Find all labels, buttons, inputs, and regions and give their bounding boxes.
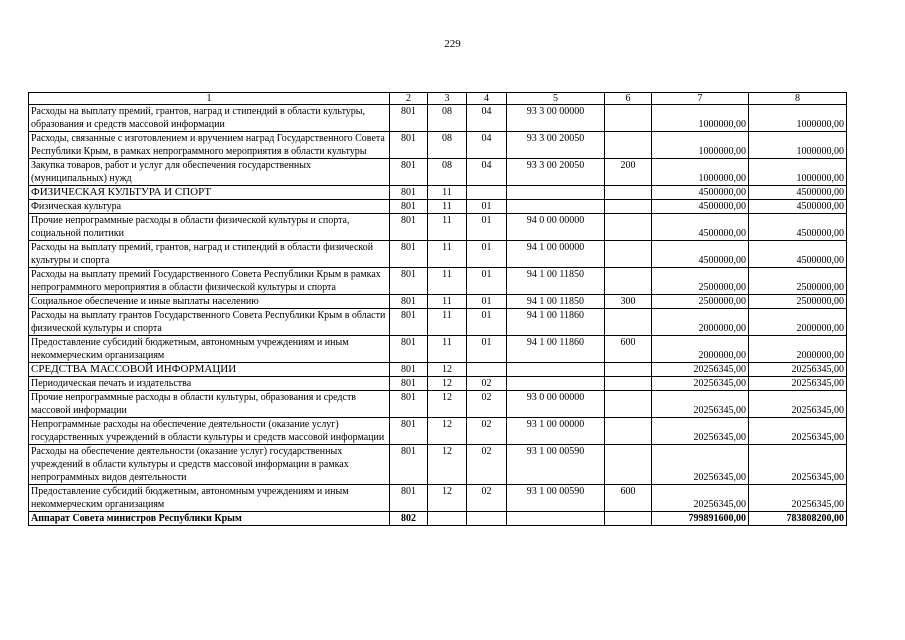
section-code-cell: 11 xyxy=(428,268,467,295)
subsection-code-cell xyxy=(467,512,507,526)
expense-type-cell xyxy=(605,186,652,200)
target-article-cell: 94 1 00 00000 xyxy=(507,241,605,268)
header-cell: 3 xyxy=(428,93,467,105)
amount-year1-cell: 1000000,00 xyxy=(652,159,749,186)
row-name-cell: Предоставление субсидий бюджетным, автономным учреждениям и иным некоммерческим организациям xyxy=(29,485,390,512)
section-code-cell: 12 xyxy=(428,485,467,512)
subsection-code-cell: 01 xyxy=(467,214,507,241)
amount-year1-cell: 20256345,00 xyxy=(652,363,749,377)
table-row xyxy=(29,214,847,241)
amount-year2-cell: 2000000,00 xyxy=(749,309,847,336)
page-number: 229 xyxy=(444,38,461,50)
expense-type-cell xyxy=(605,512,652,526)
target-article-cell: 94 1 00 11860 xyxy=(507,309,605,336)
amount-year1-cell: 1000000,00 xyxy=(652,132,749,159)
row-name-cell: Расходы на обеспечение деятельности (оказание услуг) государственных учреждений в области культуры и средств массовой информации в рамках непрограммных видов деятельности xyxy=(29,445,390,485)
header-cell: 1 xyxy=(29,93,390,105)
amount-year2-cell: 20256345,00 xyxy=(749,363,847,377)
table-row xyxy=(29,241,847,268)
expense-type-cell xyxy=(605,418,652,445)
subsection-code-cell: 04 xyxy=(467,132,507,159)
amount-year2-cell: 1000000,00 xyxy=(749,105,847,132)
admin-code-cell: 801 xyxy=(390,132,428,159)
row-name-cell: Аппарат Совета министров Республики Крым xyxy=(29,512,390,526)
amount-year1-cell: 799891600,00 xyxy=(652,512,749,526)
target-article-cell: 93 3 00 00000 xyxy=(507,105,605,132)
amount-year1-cell: 4500000,00 xyxy=(652,186,749,200)
section-code-cell: 08 xyxy=(428,159,467,186)
amount-year2-cell: 1000000,00 xyxy=(749,132,847,159)
target-article-cell xyxy=(507,512,605,526)
amount-year2-cell: 783808200,00 xyxy=(749,512,847,526)
row-name-cell: СРЕДСТВА МАССОВОЙ ИНФОРМАЦИИ xyxy=(29,363,390,377)
amount-year2-cell: 4500000,00 xyxy=(749,214,847,241)
row-name-cell: ФИЗИЧЕСКАЯ КУЛЬТУРА И СПОРТ xyxy=(29,186,390,200)
table-row xyxy=(29,445,847,485)
target-article-cell: 94 1 00 11850 xyxy=(507,268,605,295)
expense-type-cell: 600 xyxy=(605,485,652,512)
amount-year2-cell: 4500000,00 xyxy=(749,186,847,200)
target-article-cell: 94 1 00 11850 xyxy=(507,295,605,309)
expense-type-cell xyxy=(605,105,652,132)
amount-year1-cell: 4500000,00 xyxy=(652,214,749,241)
expense-type-cell xyxy=(605,268,652,295)
amount-year2-cell: 4500000,00 xyxy=(749,200,847,214)
target-article-cell xyxy=(507,200,605,214)
amount-year2-cell: 20256345,00 xyxy=(749,377,847,391)
row-name-cell: Расходы на выплату премий Государственного Совета Республики Крым в рамках непрограммного мероприятия в области физической культуры и спорта xyxy=(29,268,390,295)
target-article-cell: 93 0 00 00000 xyxy=(507,391,605,418)
table-row xyxy=(29,159,847,186)
target-article-cell xyxy=(507,363,605,377)
expense-type-cell xyxy=(605,200,652,214)
expense-type-cell: 300 xyxy=(605,295,652,309)
expense-type-cell xyxy=(605,377,652,391)
target-article-cell: 94 0 00 00000 xyxy=(507,214,605,241)
table-row xyxy=(29,295,847,309)
section-code-cell: 11 xyxy=(428,295,467,309)
admin-code-cell: 801 xyxy=(390,418,428,445)
header-cell: 5 xyxy=(507,93,605,105)
header-row xyxy=(29,93,847,105)
row-name-cell: Расходы на выплату премий, грантов, наград и стипендий в области культуры, образования и средств массовой информации xyxy=(29,105,390,132)
subsection-code-cell: 02 xyxy=(467,445,507,485)
subsection-code-cell: 04 xyxy=(467,105,507,132)
target-article-cell: 93 3 00 20050 xyxy=(507,132,605,159)
subsection-code-cell: 02 xyxy=(467,391,507,418)
row-name-cell: Физическая культура xyxy=(29,200,390,214)
row-name-cell: Расходы на выплату премий, грантов, наград и стипендий в области физической культуры и спорта xyxy=(29,241,390,268)
table-row xyxy=(29,485,847,512)
section-code-cell: 08 xyxy=(428,132,467,159)
target-article-cell: 93 1 00 00590 xyxy=(507,445,605,485)
target-article-cell xyxy=(507,186,605,200)
header-cell: 8 xyxy=(749,93,847,105)
amount-year1-cell: 20256345,00 xyxy=(652,485,749,512)
table-row xyxy=(29,309,847,336)
table-row xyxy=(29,512,847,526)
table-row xyxy=(29,377,847,391)
table-row xyxy=(29,336,847,363)
amount-year2-cell: 20256345,00 xyxy=(749,391,847,418)
admin-code-cell: 801 xyxy=(390,377,428,391)
table-row xyxy=(29,391,847,418)
table-row xyxy=(29,105,847,132)
admin-code-cell: 801 xyxy=(390,445,428,485)
amount-year1-cell: 20256345,00 xyxy=(652,377,749,391)
row-name-cell: Периодическая печать и издательства xyxy=(29,377,390,391)
amount-year1-cell: 4500000,00 xyxy=(652,200,749,214)
expense-type-cell xyxy=(605,241,652,268)
amount-year2-cell: 1000000,00 xyxy=(749,159,847,186)
target-article-cell: 94 1 00 11860 xyxy=(507,336,605,363)
expense-type-cell xyxy=(605,132,652,159)
amount-year1-cell: 20256345,00 xyxy=(652,418,749,445)
expense-type-cell xyxy=(605,391,652,418)
budget-table xyxy=(28,92,847,526)
section-code-cell: 11 xyxy=(428,309,467,336)
amount-year1-cell: 2000000,00 xyxy=(652,336,749,363)
table-row xyxy=(29,132,847,159)
table-row xyxy=(29,363,847,377)
target-article-cell: 93 1 00 00590 xyxy=(507,485,605,512)
expense-type-cell: 200 xyxy=(605,159,652,186)
table-row xyxy=(29,200,847,214)
amount-year1-cell: 2500000,00 xyxy=(652,268,749,295)
section-code-cell: 12 xyxy=(428,418,467,445)
subsection-code-cell: 02 xyxy=(467,418,507,445)
amount-year1-cell: 4500000,00 xyxy=(652,241,749,268)
amount-year1-cell: 2000000,00 xyxy=(652,309,749,336)
admin-code-cell: 801 xyxy=(390,336,428,363)
expense-type-cell xyxy=(605,445,652,485)
admin-code-cell: 801 xyxy=(390,485,428,512)
expense-type-cell xyxy=(605,309,652,336)
expense-type-cell: 600 xyxy=(605,336,652,363)
amount-year2-cell: 4500000,00 xyxy=(749,241,847,268)
section-code-cell: 12 xyxy=(428,377,467,391)
subsection-code-cell: 02 xyxy=(467,377,507,391)
section-code-cell: 11 xyxy=(428,241,467,268)
admin-code-cell: 802 xyxy=(390,512,428,526)
expense-type-cell xyxy=(605,363,652,377)
admin-code-cell: 801 xyxy=(390,363,428,377)
admin-code-cell: 801 xyxy=(390,391,428,418)
admin-code-cell: 801 xyxy=(390,159,428,186)
admin-code-cell: 801 xyxy=(390,241,428,268)
row-name-cell: Предоставление субсидий бюджетным, автономным учреждениям и иным некоммерческим организациям xyxy=(29,336,390,363)
admin-code-cell: 801 xyxy=(390,268,428,295)
section-code-cell: 11 xyxy=(428,186,467,200)
amount-year2-cell: 20256345,00 xyxy=(749,418,847,445)
subsection-code-cell xyxy=(467,363,507,377)
admin-code-cell: 801 xyxy=(390,295,428,309)
row-name-cell: Расходы на выплату грантов Государственного Совета Республики Крым в области физической культуры и спорта xyxy=(29,309,390,336)
subsection-code-cell: 04 xyxy=(467,159,507,186)
row-name-cell: Прочие непрограммные расходы в области культуры, образования и средств массовой информации xyxy=(29,391,390,418)
row-name-cell: Прочие непрограммные расходы в области физической культуры и спорта, социальной политики xyxy=(29,214,390,241)
amount-year2-cell: 2000000,00 xyxy=(749,336,847,363)
section-code-cell: 11 xyxy=(428,214,467,241)
row-name-cell: Непрограммные расходы на обеспечение деятельности (оказание услуг) государственных учреждений в области культуры и средств массовой информации xyxy=(29,418,390,445)
header-cell: 2 xyxy=(390,93,428,105)
amount-year1-cell: 20256345,00 xyxy=(652,391,749,418)
subsection-code-cell: 01 xyxy=(467,309,507,336)
amount-year1-cell: 20256345,00 xyxy=(652,445,749,485)
section-code-cell: 11 xyxy=(428,336,467,363)
row-name-cell: Закупка товаров, работ и услуг для обеспечения государственных (муниципальных) нужд xyxy=(29,159,390,186)
row-name-cell: Социальное обеспечение и иные выплаты населению xyxy=(29,295,390,309)
subsection-code-cell: 01 xyxy=(467,200,507,214)
section-code-cell: 08 xyxy=(428,105,467,132)
subsection-code-cell xyxy=(467,186,507,200)
header-cell: 4 xyxy=(467,93,507,105)
header-cell: 7 xyxy=(652,93,749,105)
amount-year2-cell: 2500000,00 xyxy=(749,295,847,309)
row-name-cell: Расходы, связанные с изготовлением и вручением наград Государственного Совета Республики Крым, в рамках непрограммного мероприятия в области культуры xyxy=(29,132,390,159)
target-article-cell: 93 3 00 20050 xyxy=(507,159,605,186)
expense-type-cell xyxy=(605,214,652,241)
target-article-cell: 93 1 00 00000 xyxy=(507,418,605,445)
section-code-cell: 12 xyxy=(428,391,467,418)
subsection-code-cell: 02 xyxy=(467,485,507,512)
table-row xyxy=(29,418,847,445)
admin-code-cell: 801 xyxy=(390,186,428,200)
table-row xyxy=(29,186,847,200)
admin-code-cell: 801 xyxy=(390,200,428,214)
section-code-cell xyxy=(428,512,467,526)
admin-code-cell: 801 xyxy=(390,214,428,241)
table-row xyxy=(29,268,847,295)
amount-year1-cell: 1000000,00 xyxy=(652,105,749,132)
section-code-cell: 11 xyxy=(428,200,467,214)
header-cell: 6 xyxy=(605,93,652,105)
amount-year1-cell: 2500000,00 xyxy=(652,295,749,309)
subsection-code-cell: 01 xyxy=(467,336,507,363)
subsection-code-cell: 01 xyxy=(467,295,507,309)
target-article-cell xyxy=(507,377,605,391)
admin-code-cell: 801 xyxy=(390,309,428,336)
section-code-cell: 12 xyxy=(428,445,467,485)
section-code-cell: 12 xyxy=(428,363,467,377)
amount-year2-cell: 20256345,00 xyxy=(749,485,847,512)
subsection-code-cell: 01 xyxy=(467,241,507,268)
subsection-code-cell: 01 xyxy=(467,268,507,295)
admin-code-cell: 801 xyxy=(390,105,428,132)
amount-year2-cell: 2500000,00 xyxy=(749,268,847,295)
amount-year2-cell: 20256345,00 xyxy=(749,445,847,485)
